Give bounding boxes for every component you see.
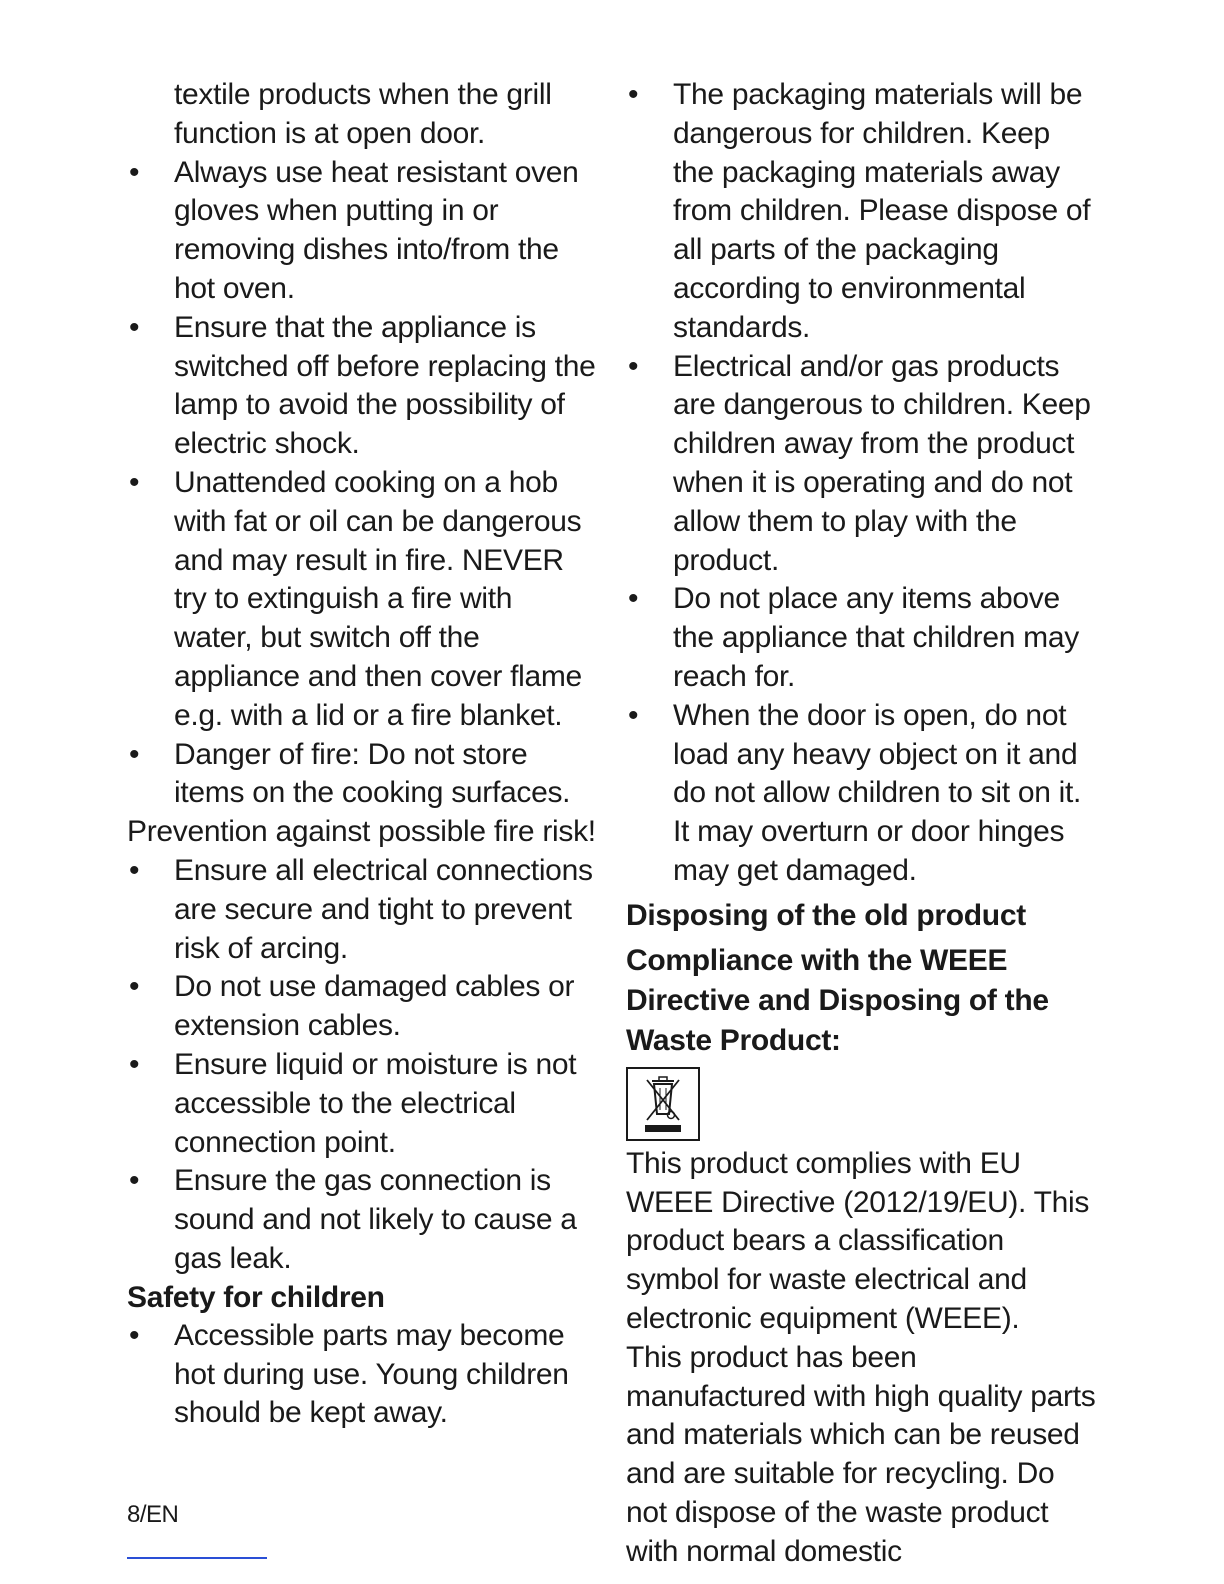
list-item xyxy=(127,1046,597,1162)
list-item-text: Ensure liquid or moisture is not accessible to the electrical connection point. xyxy=(174,1047,577,1159)
list-item xyxy=(127,1162,597,1278)
weee-symbol-icon xyxy=(635,1072,691,1136)
list-item-text: Unattended cooking on a hob with fat or oil can be dangerous and may result in fire. NEVER try to extinguish a fire with water, but switch off the appliance and then cover flame e.g. with a lid or a fire blanket. xyxy=(174,465,582,732)
bullet-icon: • xyxy=(129,1164,140,1198)
list-item-text: Ensure all electrical connections are secure and tight to prevent risk of arcing. xyxy=(174,853,593,965)
bullet-icon: • xyxy=(129,1047,140,1081)
list-item-text: Do not use damaged cables or extension cables. xyxy=(174,970,575,1043)
bullet-icon: • xyxy=(129,155,140,189)
list-item xyxy=(626,697,1096,891)
page-number: 8/EN xyxy=(127,1501,179,1528)
bullet-icon: • xyxy=(628,349,639,383)
list-item xyxy=(127,154,597,309)
list-item-text: When the door is open, do not load any heavy object on it and do not allow children to sit on it. It may overturn or door hinges may get damaged. xyxy=(673,698,1082,887)
left-column xyxy=(127,76,597,1433)
bullet-icon: • xyxy=(129,310,140,344)
bullet-icon: • xyxy=(129,853,140,887)
list-item xyxy=(127,968,597,1046)
list-item-text: Accessible parts may become hot during use. Young children should be kept away. xyxy=(174,1318,569,1430)
list-item xyxy=(127,464,597,736)
bullet-icon: • xyxy=(129,1318,140,1352)
list-item xyxy=(626,580,1096,696)
disposing-heading: Disposing of the old product xyxy=(626,898,1026,932)
right-column xyxy=(626,76,1096,1572)
prevention-text: Prevention against possible fire risk! xyxy=(127,815,596,849)
bullet-icon: • xyxy=(129,465,140,499)
bullet-icon: • xyxy=(628,78,639,111)
crossed-out-wheelie-bin-icon xyxy=(626,1067,700,1141)
list-item xyxy=(626,348,1096,581)
safety-for-children-heading: Safety for children xyxy=(127,1280,385,1314)
bullet-icon: • xyxy=(129,737,140,771)
list-item-text: The packaging materials will be dangerous for children. Keep the packaging materials away from children. Please dispose of all parts of the packaging according to environmental standards. xyxy=(673,78,1091,344)
bullet-icon: • xyxy=(628,698,639,732)
list-item xyxy=(626,76,1096,348)
weee-paragraph-2: This product has been manufactured with high quality parts and materials which can be reused and are suitable for recycling. Do not dispose of the waste product with normal domestic xyxy=(626,1340,1096,1568)
weee-compliance-heading: Compliance with the WEEE Directive and Disposing of the Waste Product: xyxy=(626,943,1049,1057)
continued-text: textile products when the grill function is at open door. xyxy=(174,78,552,150)
footer-rule xyxy=(127,1557,267,1559)
bullet-icon: • xyxy=(628,582,639,616)
list-item-text: Always use heat resistant oven gloves when putting in or removing dishes into/from the hot oven. xyxy=(174,155,579,305)
list-item xyxy=(127,309,597,464)
list-item-text: Danger of fire: Do not store items on the cooking surfaces. xyxy=(174,737,571,810)
weee-paragraph-1: This product complies with EU WEEE Directive (2012/19/EU). This product bears a classification symbol for waste electrical and electronic equipment (WEEE). xyxy=(626,1146,1090,1335)
list-item-text: Electrical and/or gas products are dangerous to children. Keep children away from the product when it is operating and do not allow them to play with the product. xyxy=(673,349,1091,577)
list-item-text: Ensure the gas connection is sound and not likely to cause a gas leak. xyxy=(174,1164,577,1275)
list-item xyxy=(127,736,597,814)
list-item xyxy=(127,1317,597,1433)
list-item xyxy=(127,852,597,968)
bullet-icon: • xyxy=(129,970,140,1004)
list-item-text: Do not place any items above the appliance that children may reach for. xyxy=(673,582,1079,693)
list-item-text: Ensure that the appliance is switched off before replacing the lamp to avoid the possibility of electric shock. xyxy=(174,310,596,461)
